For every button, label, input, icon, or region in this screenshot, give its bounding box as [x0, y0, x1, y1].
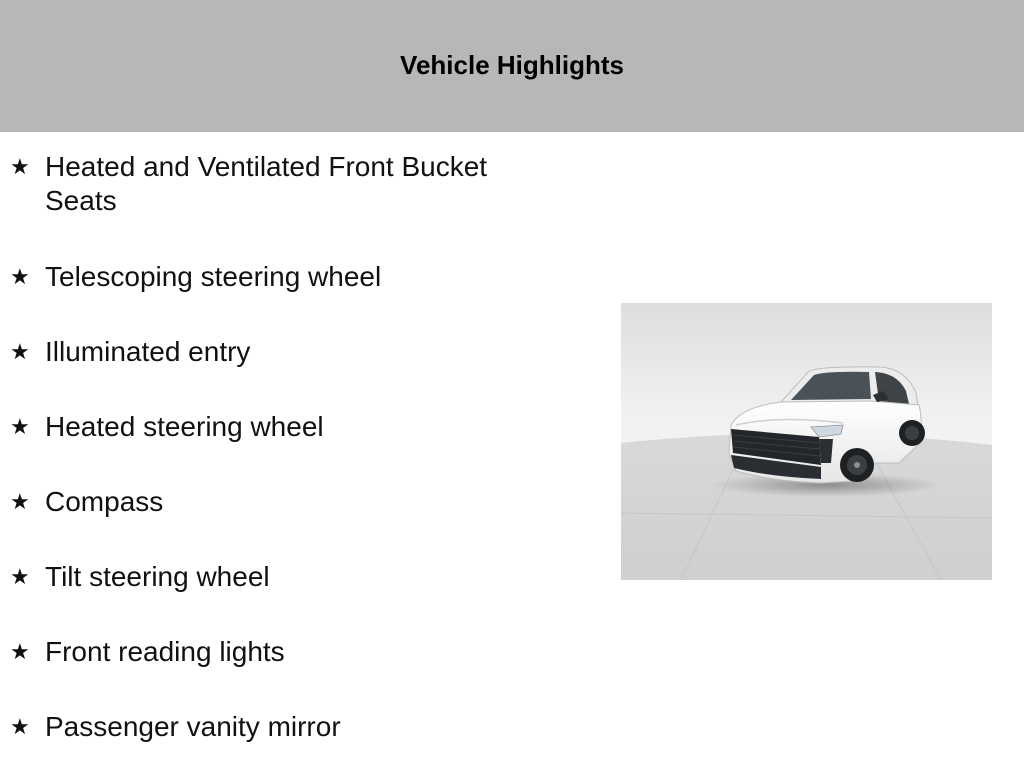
star-icon: ★	[10, 264, 30, 289]
feature-label: Heated and Ventilated Front Bucket Seats	[45, 151, 488, 216]
feature-label: Front reading lights	[45, 636, 285, 667]
page-header	[0, 0, 1024, 132]
star-icon: ★	[10, 564, 30, 589]
star-icon: ★	[10, 639, 30, 664]
page-title: Vehicle Highlights	[400, 50, 624, 80]
star-icon: ★	[10, 414, 30, 439]
feature-label: Illuminated entry	[45, 336, 251, 367]
feature-label: Passenger vanity mirror	[45, 711, 341, 742]
vehicle-illustration	[621, 303, 992, 580]
star-icon: ★	[10, 714, 30, 739]
feature-label: Telescoping steering wheel	[45, 261, 382, 292]
feature-label: Compass	[45, 486, 164, 517]
star-icon: ★	[10, 339, 30, 364]
star-icon: ★	[10, 489, 30, 514]
star-icon: ★	[10, 154, 30, 179]
vehicle-photo	[621, 303, 992, 580]
feature-label: Tilt steering wheel	[45, 561, 270, 592]
feature-label: Heated steering wheel	[45, 411, 324, 442]
